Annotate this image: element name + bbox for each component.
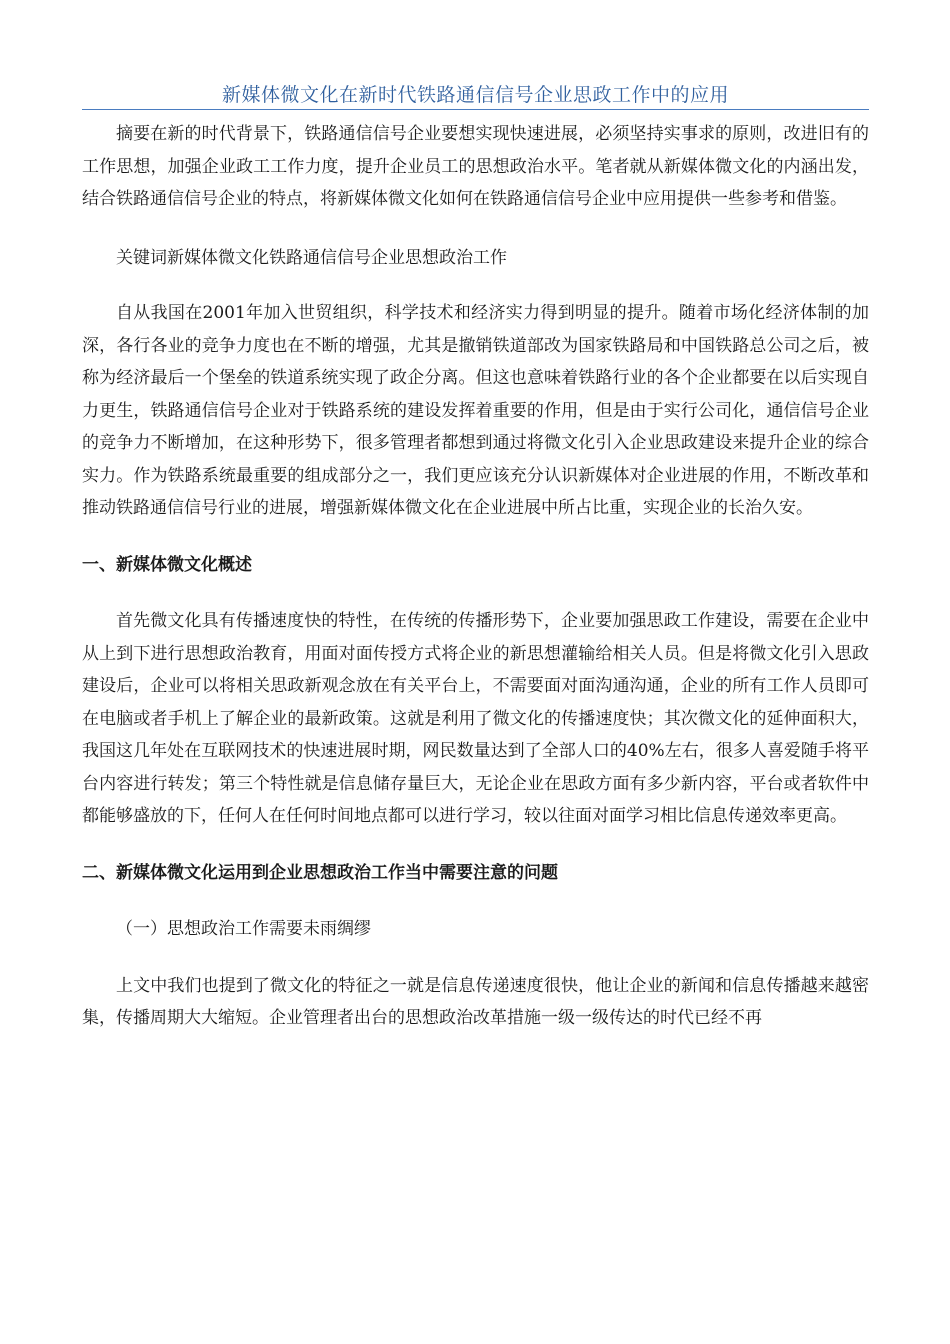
abstract-paragraph: 摘要在新的时代背景下，铁路通信信号企业要想实现快速进展，必须坚持实事求的原则，改进旧有的工作思想，加强企业政工工作力度，提升企业员工的思想政治水平。笔者就从新媒体微文化的内涵出发，结合铁路通信信号企业的特点，将新媒体微文化如何在铁路通信信号企业中应用提供一些参考和借鉴。 — [82, 124, 869, 209]
section-1-paragraph: 首先微文化具有传播速度快的特性，在传统的传播形势下，企业要加强思政工作建设，需要在企业中从上到下进行思想政治教育，用面对面传授方式将企业的新思想灌输给相关人员。但是将微文化引入思政建设后，企业可以将相关思政新观念放在有关平台上，不需要面对面沟通沟通，企业的所有工作人员即可在电脑或者手机上了解企业的最新政策。这就是利用了微文化的传播速度快；其次微文化的延伸面积大，我国这几年处在互联网技术的快速进展时期，网民数量达到了全部人口的40%左右，很多人喜爱随手将平台内容进行转发；第三个特性就是信息储存量巨大，无论企业在思政方面有多少新内容，平台或者软件中都能够盛放的下，任何人在任何时间地点都可以进行学习，较以往面对面学习相比信息传递效率更高。 — [82, 611, 869, 826]
keywords-paragraph: 关键词新媒体微文化铁路通信信号企业思想政治工作 — [116, 247, 507, 268]
intro-paragraph: 自从我国在2001年加入世贸组织，科学技术和经济实力得到明显的提升。随着市场化经济体制的加深，各行各业的竞争力度也在不断的增强，尤其是撤销铁道部改为国家铁路局和中国铁路总公司之后，被称为经济最后一个堡垒的铁道系统实现了政企分离。但这也意味着铁路行业的各个企业都要在以后实现自力更生，铁路通信信号企业对于铁路系统的建设发挥着重要的作用，但是由于实行公司化，通信信号企业的竞争力不断增加，在这种形势下，很多管理者都想到通过将微文化引入企业思政建设来提升企业的综合实力。作为铁路系统最重要的组成部分之一，我们更应该充分认识新媒体对企业进展的作用，不断改革和推动铁路通信信号行业的进展，增强新媒体微文化在企业进展中所占比重，实现企业的长治久安。 — [82, 303, 869, 518]
section-1-heading: 一、新媒体微文化概述 — [82, 554, 252, 575]
header-divider — [82, 109, 869, 110]
section-2-paragraph: 上文中我们也提到了微文化的特征之一就是信息传递速度很快，他让企业的新闻和信息传播越来越密集，传播周期大大缩短。企业管理者出台的思想政治改革措施一级一级传达的时代已经不再 — [82, 975, 869, 1028]
section-2-subheading: （一）思想政治工作需要未雨绸缪 — [116, 919, 371, 939]
document-body — [82, 118, 869, 1035]
section-2-heading: 二、新媒体微文化运用到企业思想政治工作当中需要注意的问题 — [82, 862, 558, 883]
document-title: 新媒体微文化在新时代铁路通信信号企业思政工作中的应用 — [221, 84, 729, 106]
